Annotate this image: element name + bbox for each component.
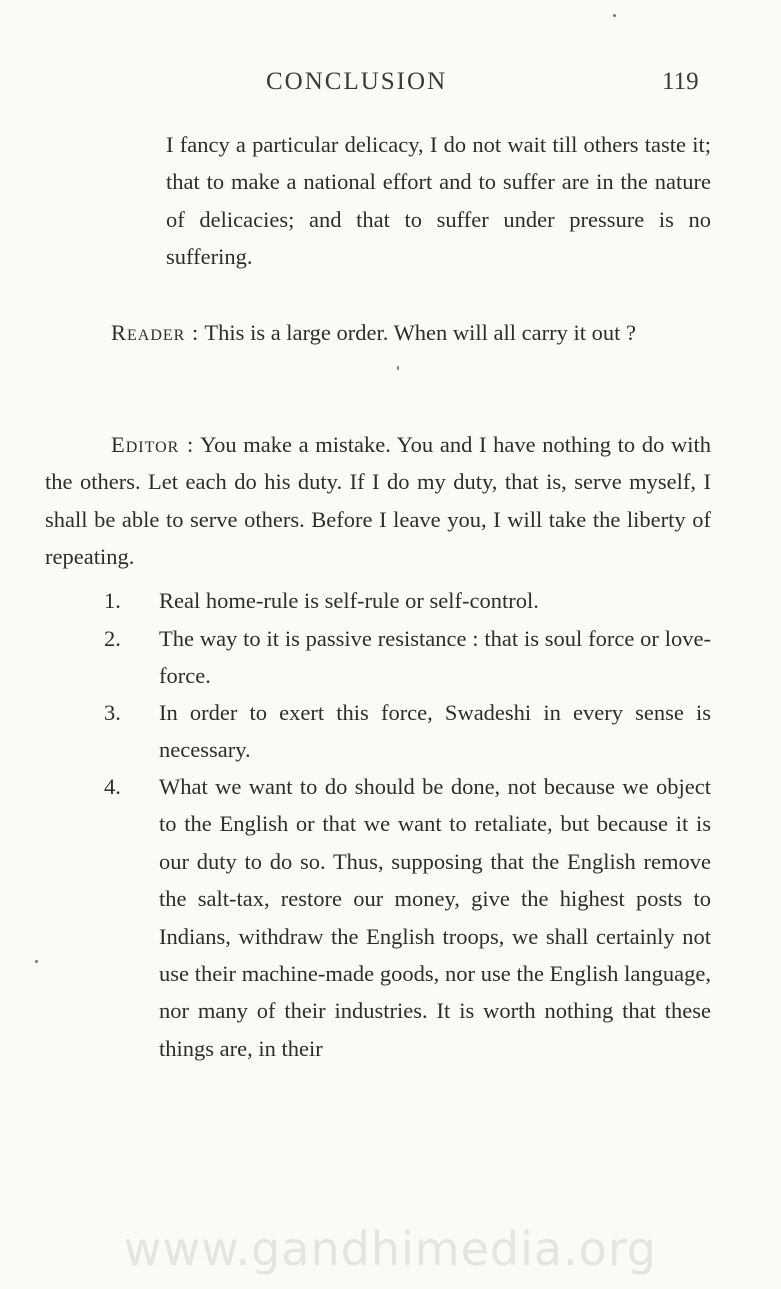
reader-text: This is a large order. When will all carry it out ? bbox=[199, 320, 636, 345]
point-text: In order to exert this force, Swadeshi in every sense is necessary. bbox=[159, 700, 711, 763]
point-text: What we want to do should be done, not because we object to the English or that we want to retaliate, but because it is our duty to do so. Thus, supposing that the English remove the salt-tax, restore our money, give the highest posts to Indians, withdraw the English troops, we shall certainly not use their machine-made goods, nor use the English language, nor many of their industries. It is worth nothing that these things are, in their bbox=[159, 774, 711, 1061]
point-number: 3. bbox=[104, 700, 121, 725]
editor-text: You make a mistake. You and I have nothing to do with the others. Let each do his duty. If I do my duty, that is, serve myself, I shall be able to serve others. Before I leave you, I will take the liberty of repeating. bbox=[45, 432, 711, 570]
continuation-paragraph: I fancy a particular delicacy, I do not wait till others taste it; that to make a national effort and to suffer are in the nature of delicacies; and that to suffer under pressure is no suffering. bbox=[166, 132, 711, 270]
speaker-editor: Editor : bbox=[111, 432, 195, 457]
scan-speck bbox=[397, 366, 399, 370]
point-text: The way to it is passive resistance : that is soul force or love-force. bbox=[159, 626, 711, 689]
running-head bbox=[0, 68, 781, 108]
point-number: 4. bbox=[104, 774, 121, 799]
chapter-title: CONCLUSION bbox=[266, 68, 448, 95]
speaker-reader: Reader : bbox=[111, 320, 200, 345]
scan-speck bbox=[613, 14, 616, 17]
page-number: 119 bbox=[662, 68, 699, 95]
watermark: www.gandhimedia.org bbox=[123, 1222, 658, 1276]
point-text: Real home-rule is self-rule or self-control. bbox=[159, 588, 539, 613]
reader-paragraph bbox=[45, 314, 711, 351]
scan-speck bbox=[35, 960, 38, 963]
point-number: 1. bbox=[104, 588, 121, 613]
point-number: 2. bbox=[104, 626, 121, 651]
editor-paragraph bbox=[45, 426, 711, 576]
